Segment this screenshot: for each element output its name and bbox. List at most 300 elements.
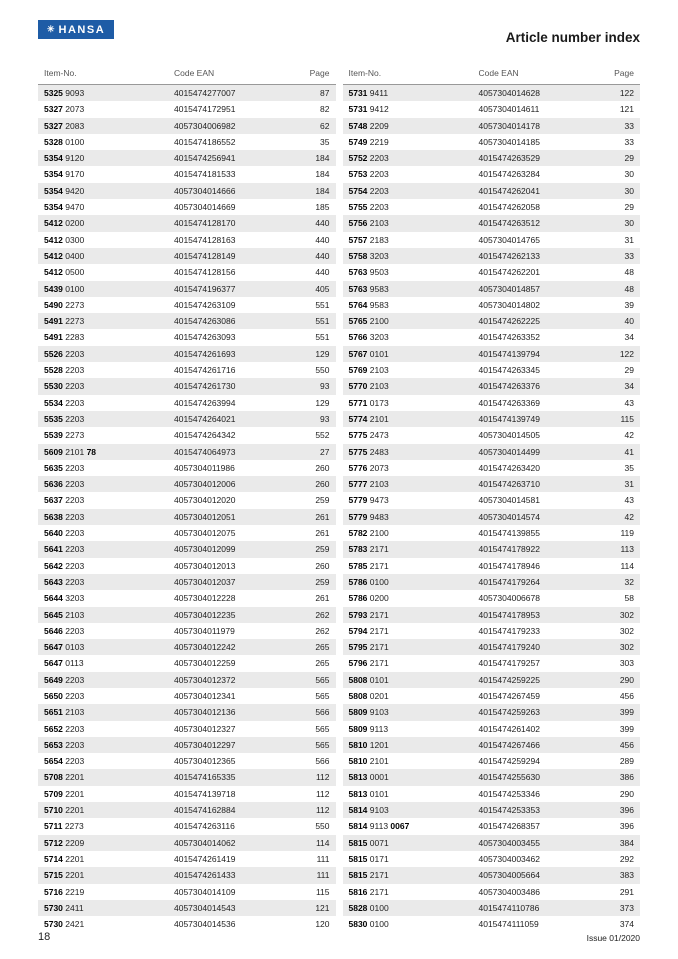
item-no: 5534 2203 bbox=[44, 397, 85, 408]
code-ean: 4057304012020 bbox=[174, 495, 236, 506]
item-no: 5641 2203 bbox=[44, 544, 85, 555]
item-no: 5767 0101 bbox=[348, 348, 389, 359]
code-ean: 4057304014802 bbox=[478, 299, 540, 310]
page-ref: 566 bbox=[315, 756, 330, 767]
column-header: Code EAN bbox=[174, 68, 215, 78]
table-row bbox=[38, 574, 336, 590]
item-no: 5535 2203 bbox=[44, 413, 85, 424]
page-ref: 31 bbox=[624, 479, 634, 490]
code-ean: 4057304014536 bbox=[174, 919, 236, 930]
table-row bbox=[38, 835, 336, 851]
page-ref: 48 bbox=[624, 267, 634, 278]
code-ean: 4015474179257 bbox=[478, 658, 540, 669]
code-ean: 4015474264021 bbox=[174, 413, 236, 424]
page-ref: 440 bbox=[315, 218, 330, 229]
page-ref: 551 bbox=[315, 299, 330, 310]
table-row bbox=[343, 769, 641, 785]
page-ref: 396 bbox=[619, 821, 634, 832]
table-row bbox=[343, 150, 641, 166]
item-no: 5654 2203 bbox=[44, 756, 85, 767]
item-no: 5809 9113 bbox=[348, 723, 389, 734]
code-ean: 4057304005664 bbox=[478, 870, 540, 881]
page-ref: 29 bbox=[624, 202, 634, 213]
table-row bbox=[343, 574, 641, 590]
item-no: 5752 2203 bbox=[348, 153, 389, 164]
page-ref: 184 bbox=[315, 185, 330, 196]
page-ref: 565 bbox=[315, 739, 330, 750]
page-ref: 42 bbox=[624, 430, 634, 441]
item-no: 5815 2171 bbox=[348, 870, 389, 881]
item-no: 5777 2103 bbox=[348, 479, 389, 490]
table-body bbox=[38, 85, 336, 932]
hansa-logo-icon: ✳ bbox=[47, 24, 55, 34]
table-row bbox=[38, 802, 336, 818]
page-ref: 129 bbox=[315, 397, 330, 408]
page-ref: 551 bbox=[315, 332, 330, 343]
item-no: 5766 3203 bbox=[348, 332, 389, 343]
item-no: 5753 2203 bbox=[348, 169, 389, 180]
table-row bbox=[343, 525, 641, 541]
item-no: 5649 2203 bbox=[44, 674, 85, 685]
table-row bbox=[38, 509, 336, 525]
item-no: 5779 9483 bbox=[348, 511, 389, 522]
item-no: 5710 2201 bbox=[44, 805, 85, 816]
item-no: 5650 2203 bbox=[44, 690, 85, 701]
page-ref: 31 bbox=[624, 234, 634, 245]
table-row bbox=[38, 264, 336, 280]
table-row bbox=[38, 655, 336, 671]
page-ref: 87 bbox=[320, 88, 330, 98]
item-no: 5793 2171 bbox=[348, 609, 389, 620]
page-ref: 565 bbox=[315, 674, 330, 685]
item-no: 5715 2201 bbox=[44, 870, 85, 881]
table-row bbox=[38, 215, 336, 231]
page-ref: 43 bbox=[624, 397, 634, 408]
item-no: 5785 2171 bbox=[348, 560, 389, 571]
page-ref: 302 bbox=[619, 642, 634, 653]
page-ref: 41 bbox=[624, 446, 634, 457]
code-ean: 4057304012372 bbox=[174, 674, 236, 685]
table-row bbox=[38, 884, 336, 900]
item-no: 5830 0100 bbox=[348, 919, 389, 930]
table-row bbox=[38, 346, 336, 362]
page-ref: 399 bbox=[619, 723, 634, 734]
item-no: 5794 2171 bbox=[348, 625, 389, 636]
page-ref: 112 bbox=[315, 805, 330, 816]
item-no: 5354 9420 bbox=[44, 185, 85, 196]
item-no: 5731 9411 bbox=[348, 88, 389, 98]
item-no: 5490 2273 bbox=[44, 299, 85, 310]
code-ean: 4015474259225 bbox=[478, 674, 540, 685]
table-row bbox=[38, 786, 336, 802]
table-row bbox=[343, 721, 641, 737]
code-ean: 4057304014765 bbox=[478, 234, 540, 245]
page-ref: 292 bbox=[619, 853, 634, 864]
page-ref: 35 bbox=[320, 136, 330, 147]
page-ref: 185 bbox=[315, 202, 330, 213]
page-ref: 29 bbox=[624, 153, 634, 164]
item-no: 5327 2083 bbox=[44, 120, 85, 131]
page-ref: 302 bbox=[619, 625, 634, 636]
table-row bbox=[343, 851, 641, 867]
page-ref: 30 bbox=[624, 218, 634, 229]
item-no: 5828 0100 bbox=[348, 902, 389, 913]
item-no: 5765 2100 bbox=[348, 316, 389, 327]
item-no: 5412 0200 bbox=[44, 218, 85, 229]
code-ean: 4015474263093 bbox=[174, 332, 236, 343]
item-no: 5775 2473 bbox=[348, 430, 389, 441]
table-row bbox=[38, 737, 336, 753]
code-ean: 4057304014185 bbox=[478, 136, 540, 147]
page-ref: 261 bbox=[315, 511, 330, 522]
code-ean: 4057304012341 bbox=[174, 690, 236, 701]
table-row bbox=[38, 623, 336, 639]
code-ean: 4015474261693 bbox=[174, 348, 236, 359]
page-ref: 456 bbox=[619, 690, 634, 701]
page-ref: 405 bbox=[315, 283, 330, 294]
code-ean: 4015474255630 bbox=[478, 772, 540, 783]
page-ref: 33 bbox=[624, 136, 634, 147]
table-row bbox=[38, 672, 336, 688]
item-no: 5796 2171 bbox=[348, 658, 389, 669]
table-row bbox=[343, 134, 641, 150]
page-ref: 121 bbox=[315, 902, 330, 913]
code-ean: 4015474262201 bbox=[478, 267, 540, 278]
code-ean: 4015474262058 bbox=[478, 202, 540, 213]
table-row bbox=[38, 118, 336, 134]
page-ref: 42 bbox=[624, 511, 634, 522]
table-row bbox=[38, 492, 336, 508]
item-no: 5354 9470 bbox=[44, 202, 85, 213]
table-row bbox=[343, 884, 641, 900]
table-row bbox=[343, 297, 641, 313]
table-row bbox=[38, 818, 336, 834]
code-ean: 4015474178953 bbox=[478, 609, 540, 620]
code-ean: 4015474139749 bbox=[478, 413, 540, 424]
table-row bbox=[343, 183, 641, 199]
code-ean: 4057304012099 bbox=[174, 544, 236, 555]
table-row bbox=[38, 753, 336, 769]
code-ean: 4015474253346 bbox=[478, 788, 540, 799]
code-ean: 4057304011986 bbox=[174, 462, 235, 473]
code-ean: 4015474178922 bbox=[478, 544, 540, 555]
page-ref: 82 bbox=[320, 104, 330, 115]
page-ref: 115 bbox=[620, 413, 634, 424]
item-no: 5748 2209 bbox=[348, 120, 389, 131]
table-row bbox=[38, 411, 336, 427]
table-row bbox=[38, 395, 336, 411]
code-ean: 4057304014857 bbox=[478, 283, 540, 294]
item-no: 5646 2203 bbox=[44, 625, 85, 636]
item-no: 5786 0100 bbox=[348, 576, 389, 587]
code-ean: 4015474128149 bbox=[174, 250, 236, 261]
table-row bbox=[38, 704, 336, 720]
page-ref: 261 bbox=[315, 528, 330, 539]
item-no: 5491 2273 bbox=[44, 316, 85, 327]
item-no: 5763 9503 bbox=[348, 267, 389, 278]
page-ref: 112 bbox=[315, 788, 330, 799]
code-ean: 4015474263994 bbox=[174, 397, 236, 408]
code-ean: 4015474263710 bbox=[478, 479, 540, 490]
table-row bbox=[343, 655, 641, 671]
page-ref: 374 bbox=[619, 919, 634, 930]
code-ean: 4057304012037 bbox=[174, 576, 236, 587]
code-ean: 4015474261419 bbox=[174, 853, 236, 864]
table-row bbox=[343, 460, 641, 476]
item-no: 5526 2203 bbox=[44, 348, 85, 359]
table-row bbox=[343, 607, 641, 623]
table-row bbox=[343, 166, 641, 182]
table-row bbox=[343, 101, 641, 117]
code-ean: 4015474261433 bbox=[174, 870, 236, 881]
code-ean: 4057304014628 bbox=[478, 88, 540, 98]
table-row bbox=[343, 281, 641, 297]
table-row bbox=[38, 769, 336, 785]
item-no: 5530 2203 bbox=[44, 381, 85, 392]
table-row bbox=[38, 378, 336, 394]
table-row bbox=[38, 607, 336, 623]
item-no: 5813 0101 bbox=[348, 788, 389, 799]
table-row bbox=[38, 150, 336, 166]
table-row bbox=[38, 639, 336, 655]
code-ean: 4015474263345 bbox=[478, 365, 540, 376]
item-no: 5756 2103 bbox=[348, 218, 389, 229]
code-ean: 4015474110786 bbox=[478, 902, 540, 913]
item-no: 5815 0171 bbox=[348, 853, 389, 864]
table-row bbox=[343, 444, 641, 460]
page-ref: 34 bbox=[624, 381, 634, 392]
index-tables bbox=[38, 64, 640, 932]
table-row bbox=[38, 101, 336, 117]
item-no: 5709 2201 bbox=[44, 788, 85, 799]
table-row bbox=[343, 476, 641, 492]
page-ref: 35 bbox=[624, 462, 634, 473]
code-ean: 4015474256941 bbox=[174, 153, 236, 164]
code-ean: 4015474162884 bbox=[174, 805, 236, 816]
column-header: Code EAN bbox=[478, 68, 519, 78]
item-no: 5642 2203 bbox=[44, 560, 85, 571]
page-ref: 566 bbox=[315, 707, 330, 718]
item-no: 5647 0103 bbox=[44, 642, 85, 653]
table-row bbox=[343, 215, 641, 231]
page-footer bbox=[38, 931, 640, 943]
page-ref: 261 bbox=[315, 593, 330, 604]
item-no: 5730 2421 bbox=[44, 919, 85, 930]
table-row bbox=[343, 411, 641, 427]
item-no: 5730 2411 bbox=[44, 902, 84, 913]
table-row bbox=[343, 590, 641, 606]
page-ref: 551 bbox=[315, 316, 330, 327]
page-ref: 291 bbox=[619, 886, 634, 897]
table-row bbox=[38, 590, 336, 606]
item-no: 5786 0200 bbox=[348, 593, 389, 604]
item-no: 5354 9170 bbox=[44, 169, 85, 180]
code-ean: 4015474263352 bbox=[478, 332, 540, 343]
item-no: 5758 3203 bbox=[348, 250, 389, 261]
hansa-logo-text: HANSA bbox=[58, 23, 106, 36]
item-no: 5771 0173 bbox=[348, 397, 389, 408]
code-ean: 4015474139855 bbox=[478, 528, 540, 539]
code-ean: 4057304006678 bbox=[478, 593, 540, 604]
code-ean: 4015474263116 bbox=[174, 821, 235, 832]
item-no: 5810 2101 bbox=[348, 756, 389, 767]
page-ref: 114 bbox=[620, 560, 634, 571]
item-no: 5770 2103 bbox=[348, 381, 389, 392]
code-ean: 4015474263086 bbox=[174, 316, 236, 327]
item-no: 5754 2203 bbox=[348, 185, 389, 196]
table-row bbox=[38, 313, 336, 329]
code-ean: 4057304011979 bbox=[174, 625, 235, 636]
code-ean: 4057304012259 bbox=[174, 658, 236, 669]
table-row bbox=[38, 199, 336, 215]
table-row bbox=[38, 281, 336, 297]
page-ref: 259 bbox=[315, 495, 330, 506]
item-no: 5647 0113 bbox=[44, 658, 84, 669]
page-ref: 30 bbox=[624, 169, 634, 180]
table-row bbox=[343, 118, 641, 134]
page-ref: 396 bbox=[619, 805, 634, 816]
code-ean: 4015474263369 bbox=[478, 397, 540, 408]
code-ean: 4015474172951 bbox=[174, 104, 236, 115]
table-row bbox=[38, 362, 336, 378]
page-ref: 184 bbox=[315, 169, 330, 180]
item-no: 5539 2273 bbox=[44, 430, 85, 441]
table-row bbox=[343, 704, 641, 720]
page-ref: 93 bbox=[320, 413, 330, 424]
index-table-right bbox=[343, 64, 641, 932]
item-no: 5637 2203 bbox=[44, 495, 85, 506]
table-header-row bbox=[38, 64, 336, 85]
table-row bbox=[343, 264, 641, 280]
item-no: 5808 0101 bbox=[348, 674, 389, 685]
page-ref: 290 bbox=[619, 788, 634, 799]
code-ean: 4015474181533 bbox=[174, 169, 236, 180]
code-ean: 4057304006982 bbox=[174, 120, 236, 131]
page-ref: 33 bbox=[624, 250, 634, 261]
code-ean: 4015474165335 bbox=[174, 772, 236, 783]
page-ref: 440 bbox=[315, 250, 330, 261]
page-ref: 29 bbox=[624, 365, 634, 376]
table-row bbox=[343, 818, 641, 834]
page-ref: 383 bbox=[619, 870, 634, 881]
table-row bbox=[343, 313, 641, 329]
code-ean: 4015474277007 bbox=[174, 88, 236, 98]
code-ean: 4015474253353 bbox=[478, 805, 540, 816]
table-row bbox=[38, 476, 336, 492]
code-ean: 4015474263109 bbox=[174, 299, 236, 310]
table-row bbox=[343, 916, 641, 932]
table-row bbox=[343, 786, 641, 802]
page-ref: 386 bbox=[619, 772, 634, 783]
table-row bbox=[343, 623, 641, 639]
code-ean: 4015474259294 bbox=[478, 756, 540, 767]
page-ref: 43 bbox=[624, 495, 634, 506]
code-ean: 4015474264342 bbox=[174, 430, 236, 441]
item-no: 5635 2203 bbox=[44, 462, 85, 473]
code-ean: 4057304012075 bbox=[174, 528, 236, 539]
code-ean: 4057304012242 bbox=[174, 642, 236, 653]
page-ref: 259 bbox=[315, 544, 330, 555]
page-ref: 114 bbox=[315, 837, 330, 848]
code-ean: 4057304003455 bbox=[478, 837, 540, 848]
code-ean: 4057304014062 bbox=[174, 837, 236, 848]
item-no: 5651 2103 bbox=[44, 707, 85, 718]
table-row bbox=[343, 900, 641, 916]
page-ref: 40 bbox=[624, 316, 634, 327]
item-no: 5708 2201 bbox=[44, 772, 85, 783]
item-no: 5714 2201 bbox=[44, 853, 85, 864]
item-no: 5808 0201 bbox=[348, 690, 389, 701]
page-ref: 265 bbox=[315, 658, 330, 669]
code-ean: 4057304012136 bbox=[174, 707, 236, 718]
item-no: 5782 2100 bbox=[348, 528, 389, 539]
page-ref: 399 bbox=[619, 707, 634, 718]
item-no: 5814 9113 0067 bbox=[348, 821, 410, 832]
page-ref: 260 bbox=[315, 462, 330, 473]
page-ref: 456 bbox=[619, 739, 634, 750]
item-no: 5327 2073 bbox=[44, 104, 85, 115]
code-ean: 4015474261716 bbox=[174, 365, 236, 376]
page-ref: 93 bbox=[320, 381, 330, 392]
code-ean: 4015474186552 bbox=[174, 136, 236, 147]
code-ean: 4015474178946 bbox=[478, 560, 540, 571]
table-row bbox=[38, 460, 336, 476]
page-ref: 289 bbox=[619, 756, 634, 767]
code-ean: 4015474179240 bbox=[478, 642, 540, 653]
page-ref: 565 bbox=[315, 690, 330, 701]
code-ean: 4015474268357 bbox=[478, 821, 540, 832]
table-row bbox=[343, 232, 641, 248]
page-ref: 550 bbox=[315, 821, 330, 832]
code-ean: 4057304012228 bbox=[174, 593, 236, 604]
item-no: 5636 2203 bbox=[44, 479, 85, 490]
item-no: 5815 0071 bbox=[348, 837, 389, 848]
code-ean: 4057304014574 bbox=[478, 511, 540, 522]
page-ref: 565 bbox=[315, 723, 330, 734]
page-number: 18 bbox=[38, 931, 51, 943]
page-title: Article number index bbox=[505, 30, 640, 45]
page-ref: 120 bbox=[315, 919, 330, 930]
table-row bbox=[343, 329, 641, 345]
code-ean: 4015474128156 bbox=[174, 267, 236, 278]
table-row bbox=[38, 183, 336, 199]
page-ref: 184 bbox=[315, 153, 330, 164]
code-ean: 4015474139794 bbox=[478, 348, 540, 359]
page-ref: 58 bbox=[624, 593, 634, 604]
code-ean: 4015474263376 bbox=[478, 381, 540, 392]
table-row bbox=[343, 378, 641, 394]
item-no: 5528 2203 bbox=[44, 365, 85, 376]
table-row bbox=[343, 362, 641, 378]
table-row bbox=[38, 867, 336, 883]
item-no: 5609 2101 78 bbox=[44, 446, 97, 457]
item-no: 5749 2219 bbox=[348, 136, 389, 147]
table-row bbox=[38, 558, 336, 574]
page-ref: 32 bbox=[624, 576, 634, 587]
item-no: 5412 0400 bbox=[44, 250, 85, 261]
code-ean: 4057304012297 bbox=[174, 739, 236, 750]
column-header: Item-No. bbox=[44, 68, 77, 78]
code-ean: 4057304003462 bbox=[478, 853, 540, 864]
item-no: 5711 2273 bbox=[44, 821, 84, 832]
table-row bbox=[343, 248, 641, 264]
page-ref: 129 bbox=[315, 348, 330, 359]
page-ref: 440 bbox=[315, 234, 330, 245]
page-header bbox=[38, 20, 640, 54]
table-body bbox=[343, 85, 641, 932]
issue-label: Issue 01/2020 bbox=[586, 933, 640, 943]
page-ref: 265 bbox=[315, 642, 330, 653]
